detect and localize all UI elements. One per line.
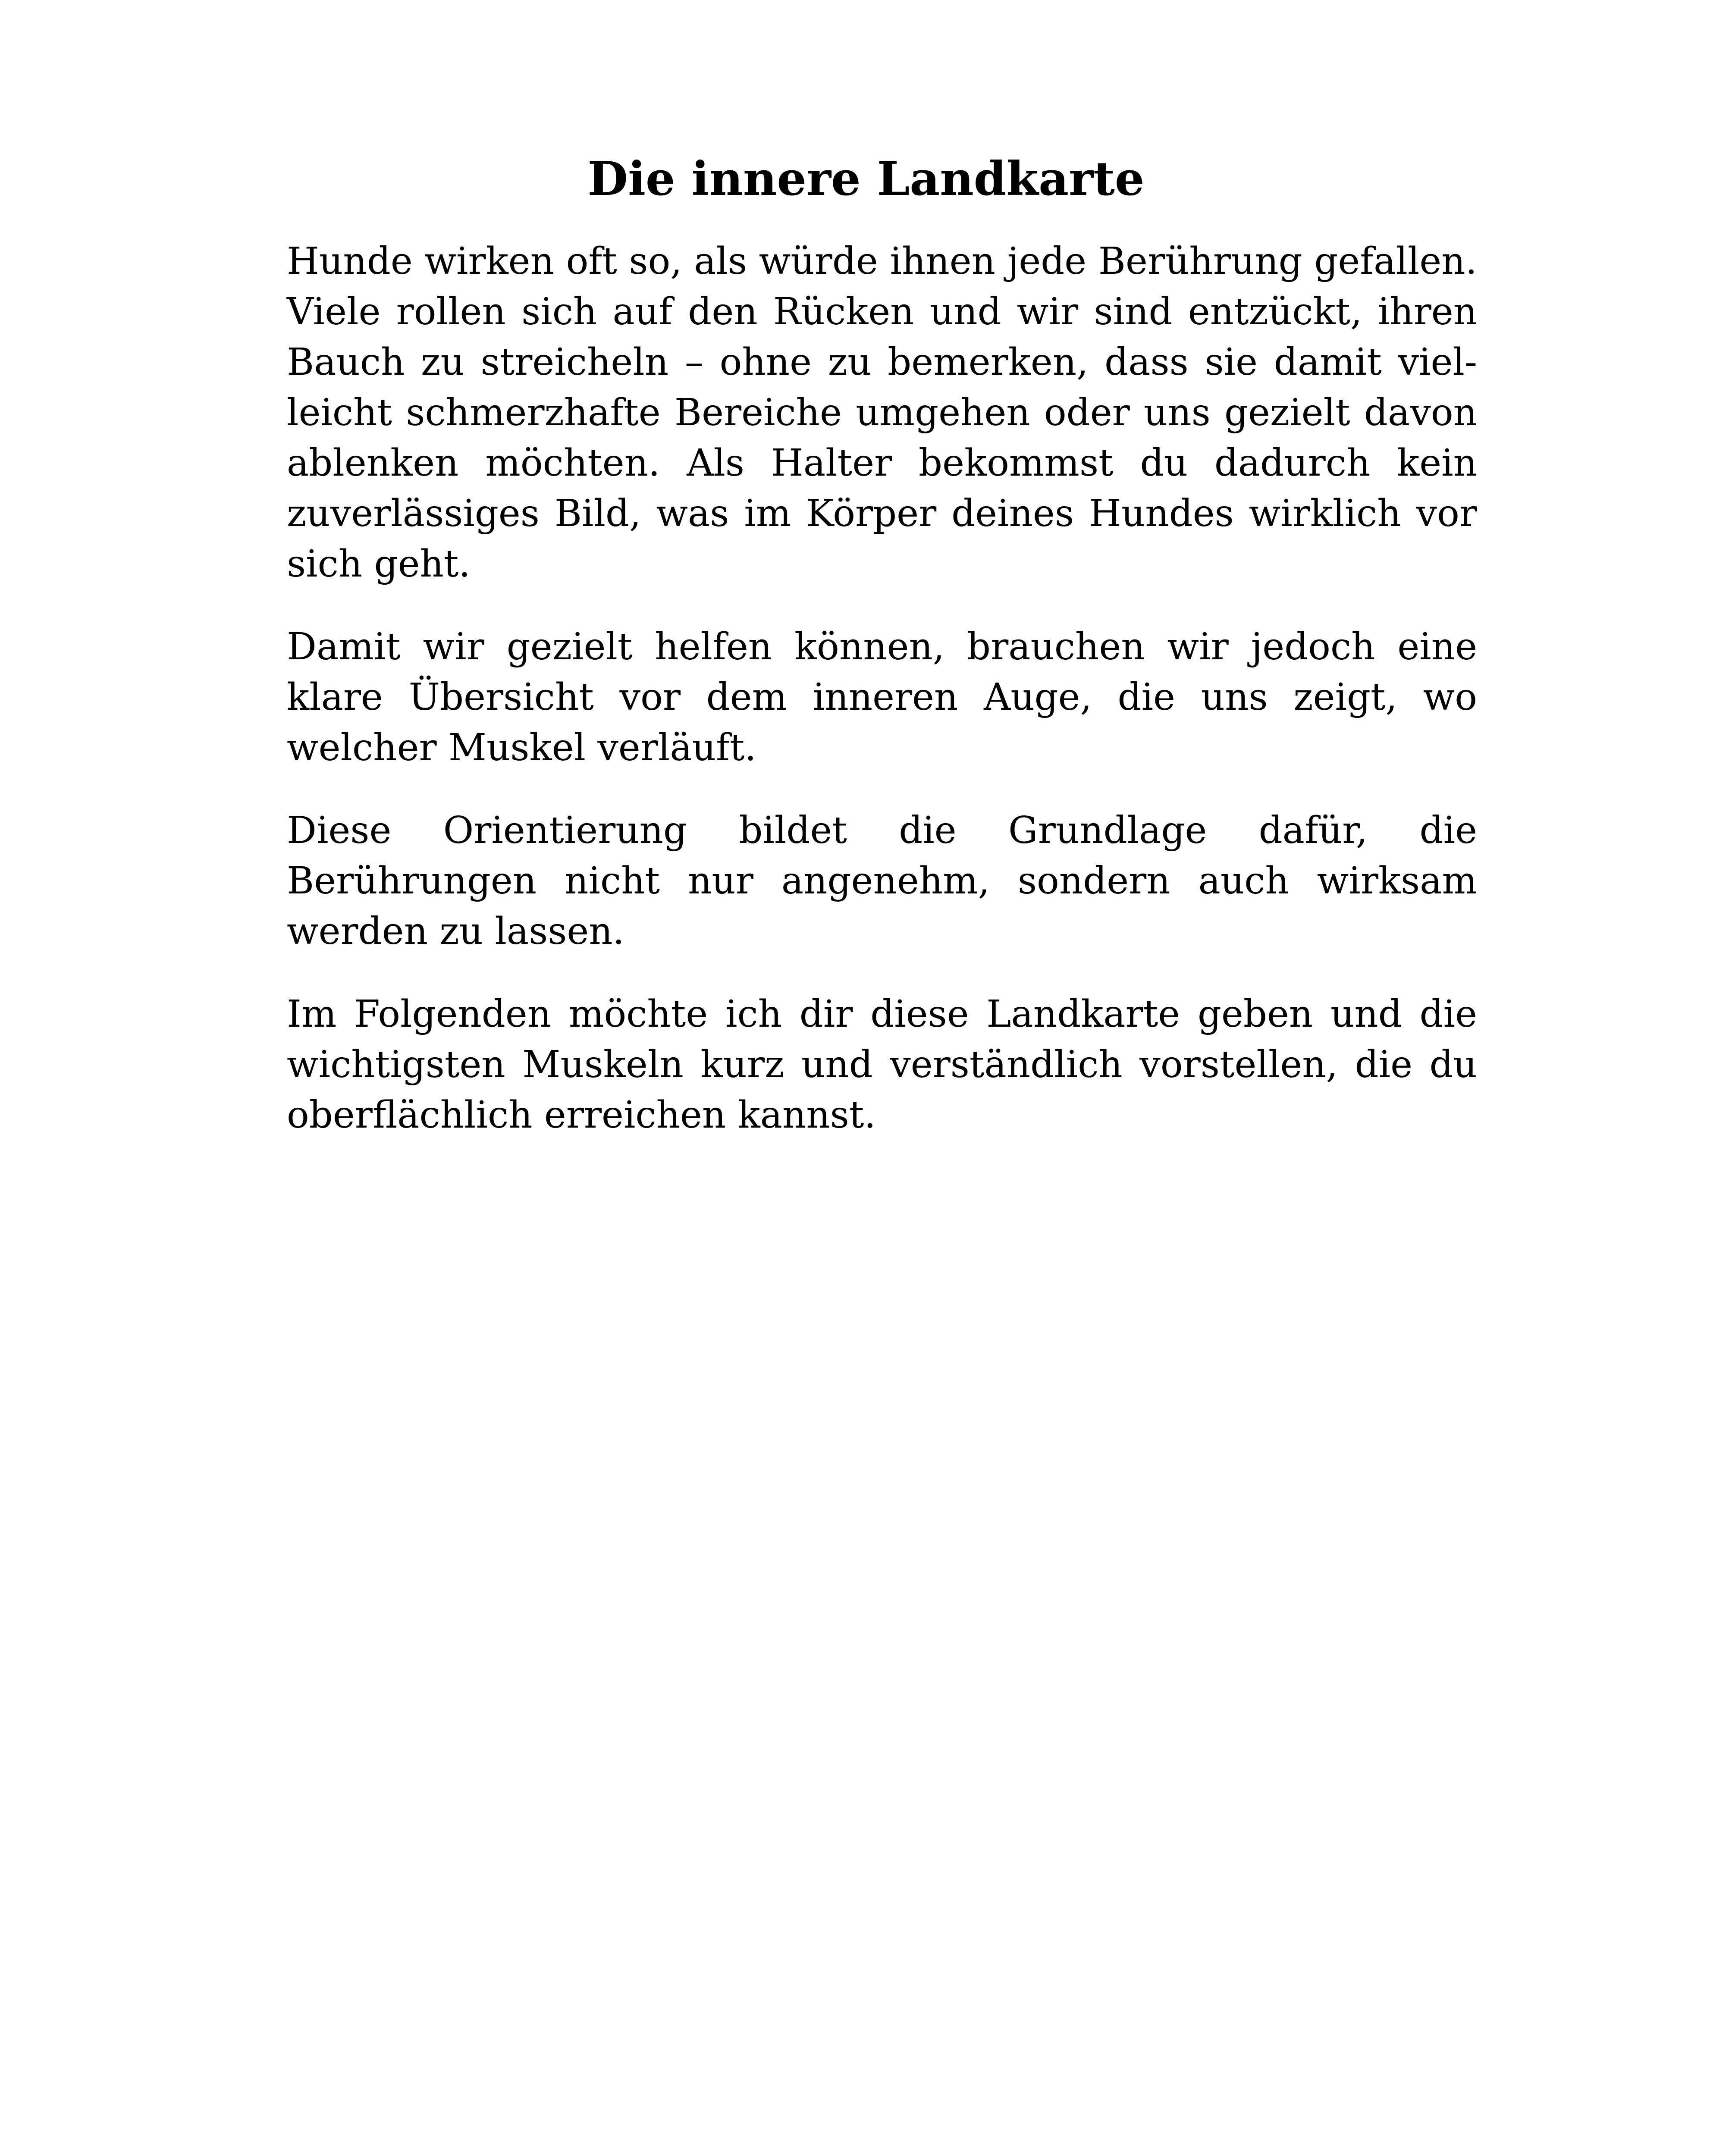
paragraph: Im Folgenden möchte ich dir diese Landkarte geben und die wichtigsten Muskeln kurz und verständlich vorstellen, die du oberflächlich erreichen kannst. — [287, 993, 1477, 1137]
paragraph: Damit wir gezielt helfen können, brauchen wir jedoch eine klare Übersicht vor dem inneren Auge, die uns zeigt, wo welcher Muskel verläuft. — [287, 625, 1477, 769]
paragraph: Hunde wirken oft so, als würde ihnen jede Berührung gefallen. Viele rollen sich auf den Rücken und wir sind entzückt, ihren Bauch zu streicheln – ohne zu bemerken, dass sie damit vielleicht schmerzhafte Bereiche umgehen oder uns gezielt davon ablenken möchten. Als Halter bekommst du dadurch kein zuverlässiges Bild, was im Körper deines Hundes wirklich vor sich geht. — [287, 240, 1477, 586]
page-title: Die innere Landkarte — [587, 152, 1145, 206]
paragraph: Diese Orientierung bildet die Grundlage dafür, die Berührungen nicht nur angenehm, sondern auch wirksam werden zu lassen. — [287, 809, 1477, 953]
body-text — [287, 236, 1477, 1173]
